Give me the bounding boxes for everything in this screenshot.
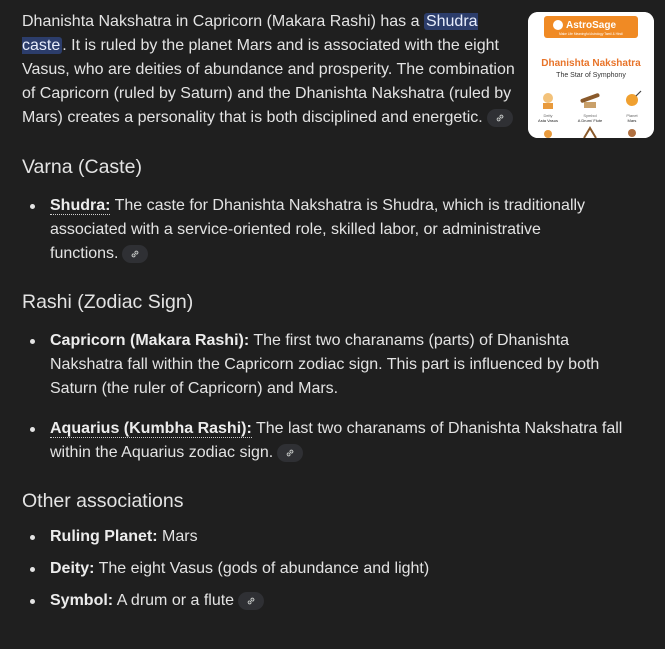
source-link-button[interactable] — [122, 245, 148, 263]
source-link-button[interactable] — [238, 592, 264, 610]
thumb-title: Dhanishta Nakshatra — [541, 58, 641, 69]
highlighted-term[interactable]: Shudra caste — [22, 13, 478, 54]
thumb-subtitle: The Star of Symphony — [556, 72, 626, 79]
section-heading-varna: Varna (Caste) — [22, 156, 142, 178]
svg-text:Symbol: Symbol — [583, 113, 597, 118]
term-aquarius[interactable]: Aquarius (Kumbha Rashi): — [50, 420, 252, 437]
source-link-button[interactable] — [487, 109, 513, 127]
link-icon — [245, 595, 257, 607]
term-capricorn: Capricorn (Makara Rashi): — [50, 332, 250, 349]
varna-list — [22, 194, 647, 266]
link-icon — [284, 447, 296, 459]
list-item: Shudra: The caste for Dhanishta Nakshatra is Shudra, which is traditionally associated with a service-oriented role, skilled labor, or administrative functions. — [22, 194, 610, 266]
list-item: Deity: The eight Vasus (gods of abundance and light) — [22, 557, 647, 581]
section-heading-other: Other associations — [22, 490, 184, 512]
list-item: Ruling Planet: Mars — [22, 525, 647, 549]
thumb-tagline: Make Life Meaningful Astrology Tamil & Hindi — [559, 32, 623, 36]
link-icon — [494, 112, 506, 124]
intro-paragraph: Dhanishta Nakshatra in Capricorn (Makara Rashi) has a Shudra caste . It is ruled by the planet Mars and is associated with the eight Vasus, who are deities of abundance and prosperity. The combination of Capricorn (ruled by Saturn) and the Dhanishta Nakshatra (ruled by Mars) creates a personality that is both disciplined and energetic. — [22, 13, 515, 126]
list-item: Symbol: A drum or a flute — [22, 589, 647, 613]
svg-text:Mars: Mars — [627, 118, 637, 123]
list-item: Capricorn (Makara Rashi): The first two charanams (parts) of Dhanishta Nakshatra fall within the Capricorn zodiac sign. This part is influenced by both Saturn (the ruler of Capricorn) and Mars. — [22, 329, 630, 401]
section-heading-rashi: Rashi (Zodiac Sign) — [22, 291, 194, 313]
link-icon — [129, 248, 141, 260]
term-ruling-planet: Ruling Planet: — [50, 528, 158, 545]
svg-text:Planet: Planet — [626, 113, 638, 118]
svg-text:Asta Vasus: Asta Vasus — [538, 118, 558, 123]
answer-content — [22, 10, 647, 613]
list-item: Aquarius (Kumbha Rashi): The last two charanams of Dhanishta Nakshatra fall within the Aquarius zodiac sign. — [22, 417, 650, 465]
svg-text:A Drum/ Flute: A Drum/ Flute — [577, 118, 603, 123]
term-deity: Deity: — [50, 560, 95, 577]
svg-text:Deity: Deity — [543, 113, 553, 118]
term-shudra[interactable]: Shudra: — [50, 197, 111, 214]
other-list — [22, 525, 647, 613]
rashi-list — [22, 329, 647, 465]
term-symbol: Symbol: — [50, 592, 114, 609]
source-link-button[interactable] — [277, 444, 303, 462]
thumb-brand: AstroSage — [566, 20, 617, 31]
